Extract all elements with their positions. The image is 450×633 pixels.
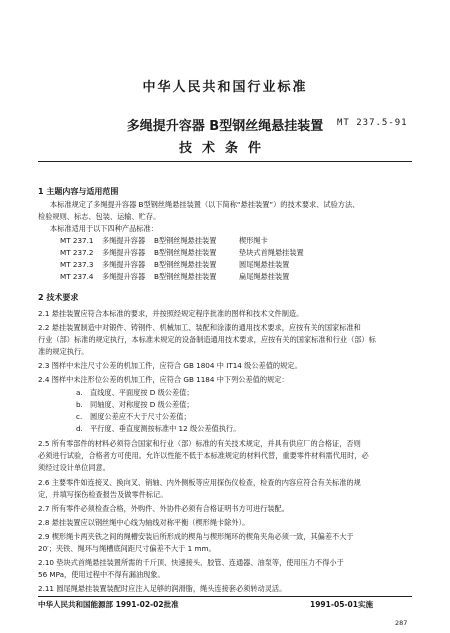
- list-item-code: MT 237.1: [60, 236, 94, 245]
- section-1-para-2: 本标准适用于以下四种产品标准：: [50, 224, 158, 233]
- clause-2-2-line-3: 准的规定执行。: [38, 347, 89, 356]
- tolerance-item: [76, 400, 194, 410]
- clause-2-7: 2.7 所有零件必须检查合格，外购件、外协件必须有合格证明书方可进行装配。: [38, 504, 289, 513]
- clause-2-6-line-1: 2.6 主要零件如连接叉、换向叉、销轴、内外侧板等应用探伤仪检查，检查的内容应符合有关标准的规: [38, 478, 361, 487]
- clause-2-5-line-2: 必须进行试验，合格者方可使用。允许以性能不低于本标准规定的材料代替，重要零件材料需代用时，必: [38, 451, 369, 460]
- list-item-name1: 多绳提升容器: [102, 236, 146, 245]
- list-item-name2: B型钢丝绳悬挂装置: [154, 260, 217, 269]
- tolerance-item: [76, 388, 194, 398]
- tolerance-item-text: 直线度、平面度按 D 级公差值；: [90, 388, 194, 397]
- clause-2-2-line-1: 2.2 悬挂装置制造中对锻件、铸钢件、机械加工、装配和涂漆的通用技术要求，应按有关的国家标准和: [38, 323, 361, 332]
- section-2-heading: 2 技术要求: [38, 293, 79, 302]
- clause-2-6-line-2: 定，并填写探伤检查报告及做零件标记。: [38, 490, 168, 499]
- tolerance-item-letter: c.: [76, 412, 83, 421]
- list-item-name3: 楔形绳卡: [239, 236, 268, 245]
- tolerance-item: [76, 424, 240, 434]
- list-item-name3: 圆尾绳悬挂装置: [239, 260, 290, 269]
- tolerance-item-text: 同轴度、对称度按 D 级公差值；: [90, 400, 194, 409]
- industry-standard-heading: 中华人民共和国行业标准: [142, 80, 308, 95]
- tolerance-item-text: 圆度公差应不大于尺寸公差值；: [90, 412, 191, 421]
- list-item-name2: B型钢丝绳悬挂装置: [154, 248, 217, 257]
- effective-date: 1991-05-01实施: [310, 600, 373, 609]
- clause-2-11: 2.11 圆尾绳悬挂装置装配时应注入足够的润滑脂，绳头连接套必须转动灵活。: [38, 584, 287, 593]
- tolerance-item-letter: d.: [76, 424, 83, 433]
- list-item-name1: 多绳提升容器: [102, 272, 146, 281]
- tolerance-item-letter: b.: [76, 400, 83, 409]
- top-rule: [38, 161, 412, 162]
- clause-2-10-line-1: 2.10 垫块式首绳悬挂装置所需的千斤顶、快速接头、胶管、连通器、油泵等，使用压力不得小于: [38, 558, 344, 567]
- page-number: 287: [395, 619, 408, 627]
- tolerance-item-letter: a.: [76, 388, 83, 397]
- section-1-para-1-line-2: 检验规则、标志、包装、运输、贮存。: [38, 212, 161, 221]
- list-item-code: MT 237.2: [60, 248, 94, 257]
- clause-2-9-line-2: 20′；夹铁、绳环与绳槽底间距尺寸偏差不大于 1 mm。: [38, 544, 216, 553]
- approval-line: 中华人民共和国能源部 1991-02-02批准: [38, 600, 179, 609]
- clause-2-2-line-2: 行业（部）标准的规定执行，本标准未规定的设备制造通用技术要求，应按有关的国家标准和行业（部）标: [38, 335, 376, 344]
- bottom-rule: [38, 596, 412, 597]
- document-title-line-2: 技术条件: [178, 141, 271, 156]
- list-item-name3: 垫块式首绳悬挂装置: [239, 248, 304, 257]
- tolerance-item: [76, 412, 191, 422]
- section-1-heading: 1 主题内容与适用范围: [38, 187, 119, 196]
- clause-2-8: 2.8 悬挂装置应以钢丝绳中心线为轴线对称平衡（楔形绳卡除外）。: [38, 518, 250, 527]
- document-title-line-1: 多绳提升容器 B型钢丝绳悬挂装置: [126, 119, 324, 134]
- clause-2-4: 2.4 图样中未注形位公差的机加工件，应符合 GB 1184 中下列公差值的规定：: [38, 375, 289, 384]
- clause-2-3: 2.3 图样中未注尺寸公差的机加工件，应符合 GB 1804 中 IT14 级公差值的规定。: [38, 361, 302, 370]
- clause-2-1: 2.1 悬挂装置应符合本标准的要求，并按照经规定程序批准的图样和技术文件制造。: [38, 309, 304, 318]
- clause-2-10-line-2: 56 MPa，使用过程中不得有漏油现象。: [38, 570, 165, 579]
- list-item-name2: B型钢丝绳悬挂装置: [154, 236, 217, 245]
- standard-list-item: [60, 236, 268, 246]
- standard-list-item: [60, 260, 289, 270]
- tolerance-item-text: 平行度、垂直度测按标准中 12 级公差值执行。: [90, 424, 241, 433]
- list-item-code: MT 237.3: [60, 260, 94, 269]
- standard-list-item: [60, 248, 304, 258]
- clause-2-5-line-1: 2.5 所有零部件的材料必须符合国家和行业（部）标准的有关技术规定，并具有供应厂的合格证，否则: [38, 439, 361, 448]
- list-item-code: MT 237.4: [60, 272, 94, 281]
- clause-2-5-line-3: 须经过设计单位同意。: [38, 463, 110, 472]
- list-item-name3: 扁尾绳悬挂装置: [239, 272, 290, 281]
- list-item-name1: 多绳提升容器: [102, 248, 146, 257]
- standard-number: MT 237.5-91: [337, 118, 408, 128]
- section-1-para-1-line-1: 本标准规定了多绳提升容器 B型钢丝绳悬挂装置（以下简称“悬挂装置”）的技术要求、试验方法、: [50, 200, 360, 209]
- standard-list-item: [60, 272, 289, 282]
- clause-2-9-line-1: 2.9 楔形绳卡两夹铁之间的绳槽安装后所形成的楔角与楔形绳环的楔角夹角必须一致，其偏差不大于: [38, 532, 354, 541]
- list-item-name1: 多绳提升容器: [102, 260, 146, 269]
- list-item-name2: B型钢丝绳悬挂装置: [154, 272, 217, 281]
